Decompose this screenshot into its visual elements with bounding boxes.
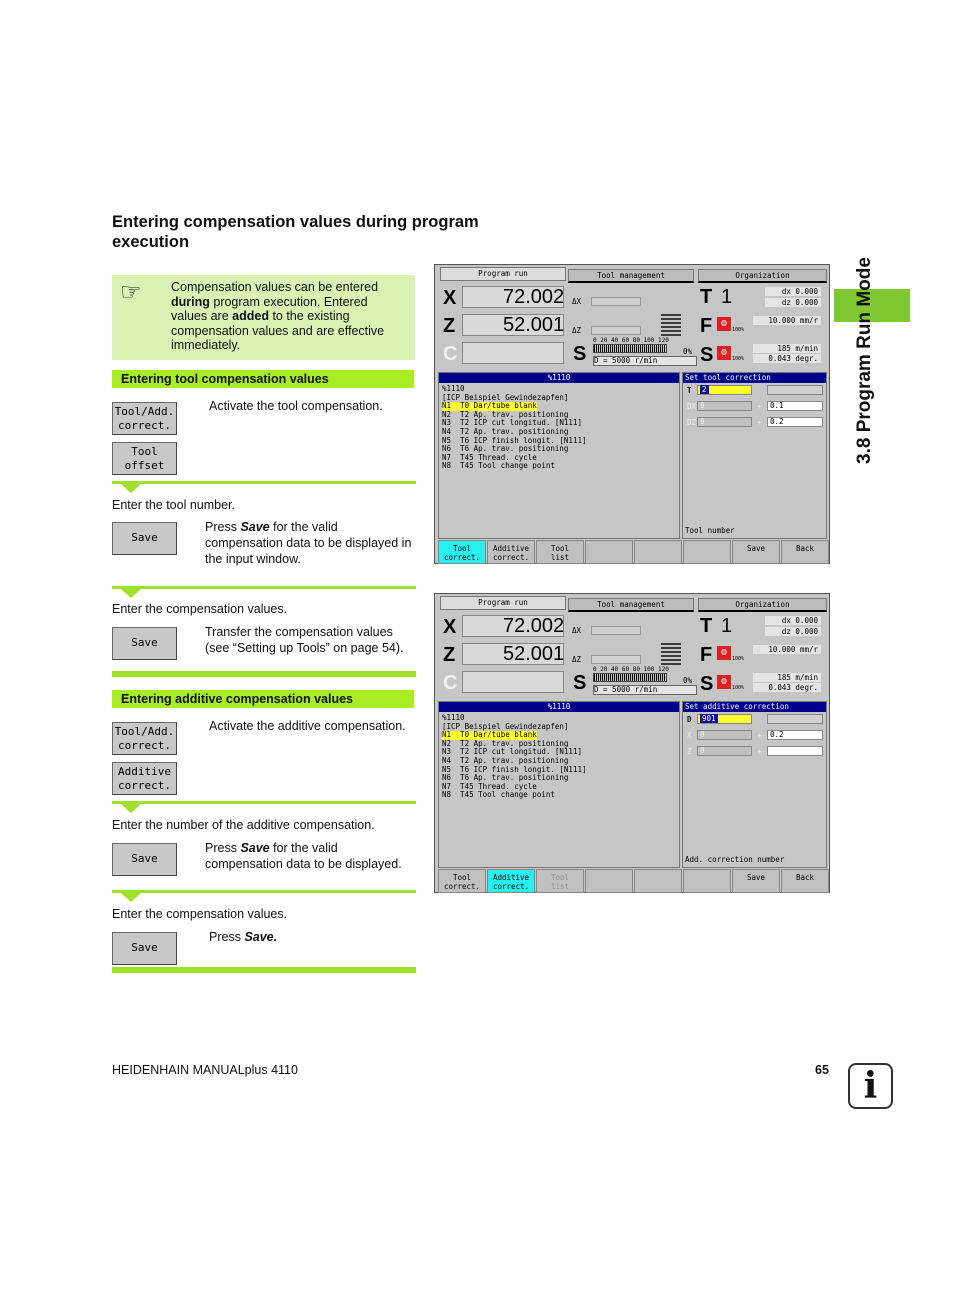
- arrow-down-icon: [121, 589, 141, 598]
- tool-holder-icon: [661, 312, 681, 336]
- field1-input[interactable]: 901: [697, 714, 752, 724]
- separator: [112, 481, 416, 484]
- softkey-empty[interactable]: [585, 869, 633, 893]
- save-key[interactable]: Save: [112, 932, 177, 965]
- correction-panel: [682, 372, 827, 539]
- section-heading-additive: Entering additive compensation values: [112, 690, 414, 708]
- enter-tool-text: Enter the tool number.: [112, 498, 235, 512]
- arrow-down-icon: [121, 804, 141, 813]
- c-position: [462, 671, 564, 693]
- softkey-tool-correct[interactable]: Tool correct.: [438, 869, 486, 893]
- program-line[interactable]: N2 T2 Ap. trav. positioning: [442, 409, 569, 419]
- tool-t-label: T: [700, 615, 713, 637]
- program-title: %1110: [439, 373, 679, 383]
- angle-value: 0.043 degr.: [753, 683, 821, 692]
- field1-extra: [767, 385, 823, 395]
- program-line[interactable]: N4 T2 Ap. trav. positioning: [442, 755, 569, 765]
- spindle-s-label: S: [573, 672, 587, 694]
- x-position: 72.002: [462, 615, 564, 637]
- enter-comp-text: Enter the compensation values.: [112, 602, 288, 616]
- plus-sign: +: [757, 402, 762, 411]
- field2-label: DX: [687, 402, 697, 411]
- softkey-empty[interactable]: [683, 869, 731, 893]
- field2-input[interactable]: 0: [697, 730, 752, 740]
- softkey-back[interactable]: Back: [781, 869, 829, 893]
- program-list: [442, 714, 587, 800]
- field3-input[interactable]: 0: [697, 746, 752, 756]
- softkey-empty[interactable]: [634, 869, 682, 893]
- save-key[interactable]: Save: [112, 627, 177, 660]
- field2-label: X: [687, 731, 692, 740]
- softkey-empty[interactable]: [634, 540, 682, 564]
- arrow-down-icon: [121, 484, 141, 493]
- dx-label: ΔX: [572, 297, 582, 306]
- axis-z-label: Z: [443, 644, 456, 666]
- dz-value: dz 0.000: [765, 298, 821, 307]
- activate-tool-text: Activate the tool compensation.: [209, 399, 383, 413]
- spindle-s-label: S: [573, 343, 587, 365]
- softkey-tool-list[interactable]: Tool list: [536, 869, 584, 893]
- program-line[interactable]: N8 T45 Tool change point: [442, 461, 555, 471]
- press-save-text: Press Save for the valid compensation data to be displayed.: [205, 841, 402, 871]
- plus-sign: +: [757, 418, 762, 427]
- softkey-additive-correct[interactable]: Additive correct.: [487, 869, 535, 893]
- transfer-text: Transfer the compensation values (see “Setting up Tools” on page 54).: [205, 625, 404, 655]
- save-key[interactable]: Save: [112, 843, 177, 876]
- section-heading-tool: Entering tool compensation values: [112, 370, 414, 388]
- program-line[interactable]: N1 T0 Dar/tube blank: [442, 730, 537, 740]
- program-line[interactable]: N3 T2 ICP cut longitud. [N111]: [442, 418, 582, 428]
- spindle-pct: 100%: [732, 685, 745, 691]
- z-position: 52.001: [462, 314, 564, 336]
- page-number: 65: [815, 1063, 829, 1077]
- field1-label: T: [687, 386, 692, 395]
- program-line[interactable]: N6 T6 Ap. trav. positioning: [442, 773, 569, 783]
- c-position: [462, 342, 564, 364]
- spindle-override-icon: ⚙: [717, 346, 731, 360]
- dx-value: dx 0.000: [765, 616, 821, 625]
- note-box: [112, 275, 415, 360]
- tool-add-correct-key[interactable]: Tool/Add. correct.: [112, 402, 177, 435]
- axis-x-label: X: [443, 287, 457, 309]
- footer-manual: HEIDENHAIN MANUALplus 4110: [112, 1063, 298, 1077]
- program-line[interactable]: %1110: [442, 384, 465, 393]
- pointing-hand-icon: ☞: [120, 279, 142, 306]
- feed-f-label: F: [700, 644, 713, 666]
- correction-panel: [682, 701, 827, 868]
- dx-box: [591, 626, 641, 635]
- tab-tool-management[interactable]: Tool management: [568, 269, 694, 283]
- program-line[interactable]: [ICP Beispiel Gewindezapfen]: [442, 392, 569, 402]
- feed-value: 10.000 mm/r: [753, 316, 821, 325]
- axis-c-label: C: [443, 672, 458, 694]
- activate-additive-text: Activate the additive compensation.: [209, 719, 406, 733]
- field2-add[interactable]: 0.1: [767, 401, 823, 411]
- feed-pct: 100%: [732, 656, 745, 662]
- feed-override-icon: ⚙: [717, 317, 731, 331]
- dx-label: ΔX: [572, 626, 582, 635]
- program-line[interactable]: N6 T6 Ap. trav. positioning: [442, 444, 569, 454]
- field1-extra: [767, 714, 823, 724]
- rpm-readout: D = 5000 r/min: [593, 685, 697, 695]
- speed-value: 185 m/min: [753, 673, 821, 682]
- enter-number-text: Enter the number of the additive compensation.: [112, 818, 375, 832]
- tab-organization[interactable]: Organization: [698, 269, 827, 283]
- axis-x-label: X: [443, 616, 457, 638]
- override-zero: 0%: [683, 676, 693, 685]
- separator: [112, 586, 416, 589]
- plus-sign: +: [757, 747, 762, 756]
- spindle-override-icon: ⚙: [717, 675, 731, 689]
- input-hint: Tool number: [685, 526, 735, 535]
- tab-tool-management[interactable]: Tool management: [568, 598, 694, 612]
- arrow-down-icon: [121, 893, 141, 902]
- note-text: Compensation values can be entered during program execution. Entered values are added to the existing compensation values and are effective immediately.: [171, 280, 385, 353]
- program-panel: [438, 372, 680, 539]
- program-list: [442, 385, 587, 471]
- program-line[interactable]: N8 T45 Tool change point: [442, 790, 555, 800]
- tool-offset-key[interactable]: Tool offset: [112, 442, 177, 475]
- separator: [112, 801, 416, 804]
- speed-value: 185 m/min: [753, 344, 821, 353]
- dz-label: ΔZ: [572, 326, 582, 335]
- field1-label: D: [687, 715, 692, 724]
- tab-program-run[interactable]: Program run: [440, 596, 566, 610]
- load-scale: 0 20 40 60 80 100 120: [593, 337, 669, 344]
- spindle-pct: 100%: [732, 356, 745, 362]
- angle-value: 0.043 degr.: [753, 354, 821, 363]
- dz-box: [591, 326, 641, 335]
- separator: [112, 967, 416, 973]
- softkey-back[interactable]: Back: [781, 540, 829, 564]
- axis-z-label: Z: [443, 315, 456, 337]
- dz-label: ΔZ: [572, 655, 582, 664]
- softkey-tool-correct[interactable]: Tool correct.: [438, 540, 486, 564]
- rpm-readout: D = 5000 r/min: [593, 356, 697, 366]
- field3-add[interactable]: 0.2: [767, 417, 823, 427]
- program-line[interactable]: N1 T0 Dar/tube blank: [442, 401, 537, 411]
- program-line[interactable]: %1110: [442, 713, 465, 722]
- cnc-screen-additive: [434, 593, 830, 893]
- press-save-last: Press Save.: [209, 930, 278, 944]
- z-position: 52.001: [462, 643, 564, 665]
- spindle-s2-label: S: [700, 344, 714, 366]
- override-zero: 0%: [683, 347, 693, 356]
- dx-box: [591, 297, 641, 306]
- field3-label: Z: [687, 747, 692, 756]
- correction-title: Set tool correction: [683, 373, 826, 383]
- spindle-load-bar: [593, 673, 667, 682]
- program-line[interactable]: N5 T6 ICP finish longit. [N111]: [442, 764, 587, 774]
- spindle-load-bar: [593, 344, 667, 353]
- program-line[interactable]: N7 T45 Thread. cycle: [442, 452, 537, 462]
- program-line[interactable]: N7 T45 Thread. cycle: [442, 781, 537, 791]
- separator: [112, 890, 416, 893]
- softkey-save[interactable]: Save: [732, 869, 780, 893]
- side-tab-text: 3.8 Program Run Mode: [854, 257, 875, 464]
- feed-override-icon: ⚙: [717, 646, 731, 660]
- spindle-s2-label: S: [700, 673, 714, 695]
- dz-box: [591, 655, 641, 664]
- feed-f-label: F: [700, 315, 713, 337]
- correction-title: Set additive correction: [683, 702, 826, 712]
- tool-holder-icon: [661, 641, 681, 665]
- softkey-save[interactable]: Save: [732, 540, 780, 564]
- separator: [112, 671, 416, 677]
- plus-sign: +: [757, 731, 762, 740]
- program-panel: [438, 701, 680, 868]
- dz-value: dz 0.000: [765, 627, 821, 636]
- feed-pct: 100%: [732, 327, 745, 333]
- field3-label: DZ: [687, 418, 697, 427]
- dx-value: dx 0.000: [765, 287, 821, 296]
- load-scale: 0 20 40 60 80 100 120: [593, 666, 669, 673]
- press-save-text: Press Save for the valid compensation data to be displayed in the input window.: [205, 520, 412, 566]
- tool-t-label: T: [700, 286, 713, 308]
- softkey-empty[interactable]: [585, 540, 633, 564]
- tool-number: 1: [721, 615, 733, 637]
- softkey-tool-list[interactable]: Tool list: [536, 540, 584, 564]
- x-position: 72.002: [462, 286, 564, 308]
- program-line[interactable]: N3 T2 ICP cut longitud. [N111]: [442, 747, 582, 757]
- info-icon: i: [848, 1063, 893, 1109]
- program-title: %1110: [439, 702, 679, 712]
- field3-input[interactable]: 0: [697, 417, 752, 427]
- program-line[interactable]: N5 T6 ICP finish longit. [N111]: [442, 435, 587, 445]
- page-title: Entering compensation values during program execution: [112, 213, 479, 251]
- tool-number: 1: [721, 286, 733, 308]
- softkey-empty[interactable]: [683, 540, 731, 564]
- save-key[interactable]: Save: [112, 522, 177, 555]
- program-line[interactable]: [ICP Beispiel Gewindezapfen]: [442, 721, 569, 731]
- field3-add[interactable]: [767, 746, 823, 756]
- tab-program-run[interactable]: Program run: [440, 267, 566, 281]
- axis-c-label: C: [443, 343, 458, 365]
- tab-organization[interactable]: Organization: [698, 598, 827, 612]
- cnc-screen-tool: [434, 264, 830, 564]
- softkey-additive-correct[interactable]: Additive correct.: [487, 540, 535, 564]
- input-hint: Add. correction number: [685, 855, 785, 864]
- field2-add[interactable]: 0.2: [767, 730, 823, 740]
- feed-value: 10.000 mm/r: [753, 645, 821, 654]
- field1-input[interactable]: 2: [697, 385, 752, 395]
- program-line[interactable]: N2 T2 Ap. trav. positioning: [442, 738, 569, 748]
- field2-input[interactable]: 0: [697, 401, 752, 411]
- program-line[interactable]: N4 T2 Ap. trav. positioning: [442, 426, 569, 436]
- enter-comp-text: Enter the compensation values.: [112, 907, 288, 921]
- tool-add-correct-key[interactable]: Tool/Add. correct.: [112, 722, 177, 755]
- additive-correct-key[interactable]: Additive correct.: [112, 762, 177, 795]
